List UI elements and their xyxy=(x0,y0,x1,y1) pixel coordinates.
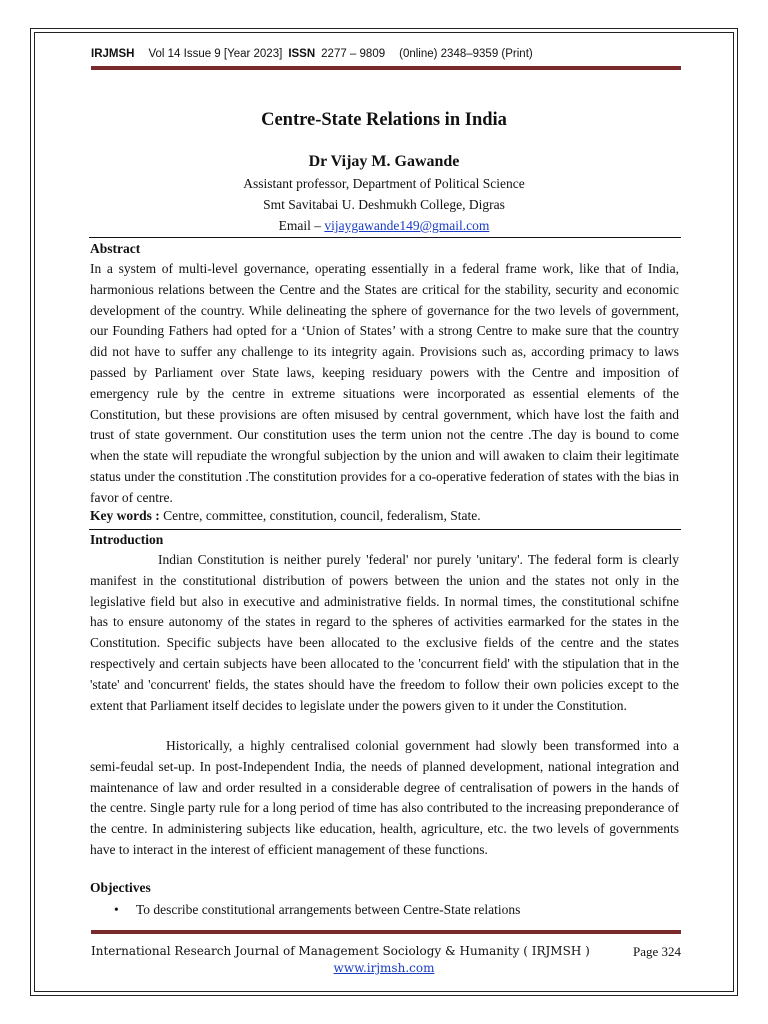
author-college: Smt Savitabai U. Deshmukh College, Digras xyxy=(263,197,505,212)
author-position: Assistant professor, Department of Political Science xyxy=(243,176,525,191)
keywords-line xyxy=(90,506,679,527)
volume-info: Vol 14 Issue 9 [Year 2023] xyxy=(148,48,283,60)
issn-online: 2277 – 9809 xyxy=(321,48,386,60)
keywords-label: Key words : xyxy=(90,508,164,523)
page-number: Page 324 xyxy=(632,944,681,959)
section-divider xyxy=(89,529,681,530)
introduction-heading: Introduction xyxy=(90,532,164,547)
abstract-text: In a system of multi-level governance, operating essentially in a federal frame work, like that of India, harmonious relations between the Centre and the States are critical for the stability, security and economic development of the country. While delineating the sphere of governance for the two levels of government, our Founding Fathers had opted for a ‘Union of States’ with a strong Centre to make sure that the country did not have to suffer any challenge to its integrity again. Provisions such as, according primacy to laws passed by Parliament over State laws, keeping residuary powers with the Centre and imposition of emergency rule by the centre in extreme situations were incorporated as essential elements of the Constitution, but these provisions are often misused by central government, which have lost the faith and trust of state government. Our constitution uses the term union not the centre .The day is bound to come when the state will repudiate the wrongful subjection by the union and will awaken to claim their legitimate status under the constitution .The constitution provides for a co-operative federation of states with the bias in favor of centre. xyxy=(90,261,679,505)
objective-text: To describe constitutional arrangements between Centre-State relations xyxy=(136,902,521,917)
introduction-paragraph: Indian Constitution is neither purely 'federal' nor purely 'unitary'. The federal form is clearly manifest in the constitutional distribution of powers between the union and the states not only in the legislative field but also in executive and administrative fields. In normal times, the constitutional schifne has to ensure autonomy of the states in regard to the spheres of activities earmarked for the states in the Constitution. Specific subjects have been allocated to the exclusive fields of the centre and the states respectively and certain subjects have been allocated to the 'concurrent field' with the stipulation that in the 'state' and 'concurrent' fields, the states should have the freedom to follow their own policies except to the extent that Parliament itself decides to legislate under the powers given to it under the Constitution. xyxy=(90,552,679,713)
author-email-line xyxy=(0,218,768,234)
footer-journal-name: International Research Journal of Management Sociology & Humanity ( IRJMSH ) xyxy=(91,944,590,958)
keywords-value: Centre, committee, constitution, council, federalism, State. xyxy=(163,508,481,523)
email-label: Email – xyxy=(278,218,325,233)
running-header xyxy=(91,48,681,60)
issn-print: (0nline) 2348–9359 (Print) xyxy=(399,48,533,60)
bullet-icon: • xyxy=(114,902,119,917)
author-name: Dr Vijay M. Gawande xyxy=(308,153,460,170)
journal-abbrev: IRJMSH xyxy=(91,48,135,60)
footer-rule xyxy=(91,930,681,934)
email-link[interactable]: vijaygawande149@gmail.com xyxy=(324,218,490,233)
abstract-heading: Abstract xyxy=(90,241,141,256)
paper-title: Centre-State Relations in India xyxy=(261,110,507,130)
issn-label: ISSN xyxy=(288,48,316,60)
objectives-heading: Objectives xyxy=(90,880,151,895)
section-divider xyxy=(89,237,681,238)
running-footer xyxy=(91,944,681,958)
introduction-paragraph: Historically, a highly centralised colonial government had slowly been transformed into a semi-feudal set-up. In post-Independent India, the needs of planned development, national integration and maintenance of law and order resulted in a considerable degree of centralisation of powers in the hands of the centre. Single party rule for a long period of time has also contributed to the increasing preponderance of the centre. In administering subjects like education, health, agriculture, etc. the two levels of governments have to interact in the interest of efficient management of these functions. xyxy=(90,738,679,857)
header-rule xyxy=(91,66,681,70)
objective-item xyxy=(114,902,520,918)
journal-website-link[interactable]: www.irjmsh.com xyxy=(333,961,435,975)
footer-url-line xyxy=(0,961,768,975)
